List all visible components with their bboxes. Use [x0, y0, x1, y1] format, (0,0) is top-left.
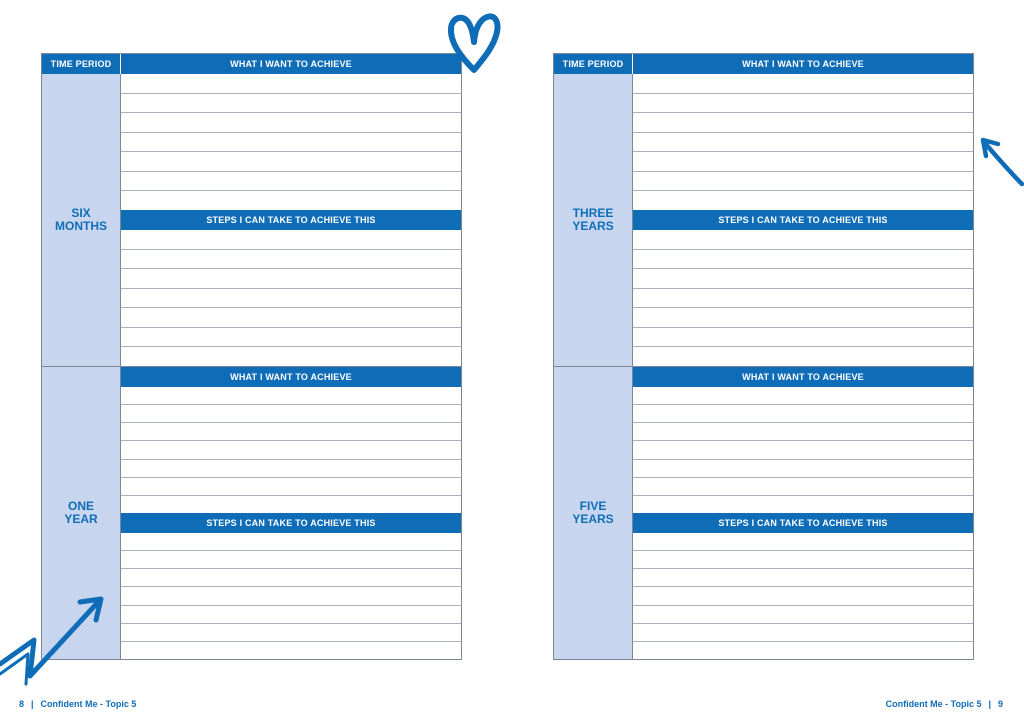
writing-line[interactable] [121, 533, 461, 551]
steps-header: STEPS I CAN TAKE TO ACHIEVE THIS [633, 210, 973, 230]
writing-line[interactable] [121, 74, 461, 94]
writing-line[interactable] [633, 533, 973, 551]
period-label: THREE YEARS [554, 74, 633, 366]
period-label: SIX MONTHS [42, 74, 121, 366]
writing-line[interactable] [121, 441, 461, 459]
time-period-header: TIME PERIOD [42, 54, 121, 74]
writing-line[interactable] [121, 606, 461, 624]
writing-line[interactable] [121, 624, 461, 642]
writing-line[interactable] [633, 191, 973, 210]
writing-line[interactable] [633, 269, 973, 289]
time-period-header: TIME PERIOD [554, 54, 633, 74]
writing-line[interactable] [121, 113, 461, 133]
want-writing-lines[interactable] [633, 387, 973, 513]
want-to-achieve-header: WHAT I WANT TO ACHIEVE [121, 54, 461, 74]
writing-line[interactable] [633, 172, 973, 192]
period-body [633, 367, 973, 659]
writing-line[interactable] [633, 642, 973, 659]
left-worksheet-table [41, 53, 462, 660]
page-number: 9 [997, 699, 1003, 709]
writing-line[interactable] [633, 478, 973, 496]
writing-line[interactable] [121, 328, 461, 348]
writing-line[interactable] [633, 624, 973, 642]
want-writing-lines[interactable] [121, 387, 461, 513]
writing-line[interactable] [633, 569, 973, 587]
period-body [633, 74, 973, 366]
writing-line[interactable] [633, 551, 973, 569]
zigzag-arrow-doodle-icon [0, 592, 110, 692]
right-worksheet-table [553, 53, 974, 660]
writing-line[interactable] [633, 460, 973, 478]
writing-line[interactable] [633, 230, 973, 250]
table-header-row [554, 54, 973, 74]
writing-line[interactable] [633, 113, 973, 133]
period-three-years [554, 74, 973, 366]
writing-line[interactable] [121, 347, 461, 366]
heart-doodle-icon [444, 8, 504, 78]
writing-line[interactable] [633, 387, 973, 405]
period-body [121, 74, 461, 366]
writing-line[interactable] [121, 133, 461, 153]
want-to-achieve-header: WHAT I WANT TO ACHIEVE [121, 367, 461, 387]
period-label: FIVE YEARS [554, 367, 633, 659]
writing-line[interactable] [121, 405, 461, 423]
writing-line[interactable] [121, 642, 461, 659]
writing-line[interactable] [121, 551, 461, 569]
writing-line[interactable] [121, 94, 461, 114]
writing-line[interactable] [633, 587, 973, 605]
writing-line[interactable] [121, 152, 461, 172]
writing-line[interactable] [121, 569, 461, 587]
writing-line[interactable] [633, 289, 973, 309]
writing-line[interactable] [633, 133, 973, 153]
writing-line[interactable] [121, 289, 461, 309]
steps-writing-lines[interactable] [121, 230, 461, 366]
writing-line[interactable] [121, 423, 461, 441]
writing-line[interactable] [633, 152, 973, 172]
writing-line[interactable] [121, 478, 461, 496]
writing-line[interactable] [633, 496, 973, 513]
want-writing-lines[interactable] [121, 74, 461, 210]
writing-line[interactable] [121, 172, 461, 192]
page-number: 8 [19, 699, 25, 709]
writing-line[interactable] [121, 250, 461, 270]
steps-writing-lines[interactable] [121, 533, 461, 659]
steps-writing-lines[interactable] [633, 230, 973, 366]
writing-line[interactable] [633, 347, 973, 366]
footer-separator: | [31, 699, 34, 709]
writing-line[interactable] [633, 94, 973, 114]
right-page-footer [886, 699, 1003, 709]
steps-writing-lines[interactable] [633, 533, 973, 659]
want-writing-lines[interactable] [633, 74, 973, 210]
writing-line[interactable] [121, 230, 461, 250]
steps-header: STEPS I CAN TAKE TO ACHIEVE THIS [121, 210, 461, 230]
writing-line[interactable] [633, 308, 973, 328]
writing-line[interactable] [121, 387, 461, 405]
period-six-months [42, 74, 461, 366]
writing-line[interactable] [633, 423, 973, 441]
writing-line[interactable] [633, 250, 973, 270]
footer-separator: | [988, 699, 991, 709]
writing-line[interactable] [633, 441, 973, 459]
steps-header: STEPS I CAN TAKE TO ACHIEVE THIS [633, 513, 973, 533]
writing-line[interactable] [633, 74, 973, 94]
writing-line[interactable] [633, 606, 973, 624]
writing-line[interactable] [633, 405, 973, 423]
table-header-row [42, 54, 461, 74]
writing-line[interactable] [121, 308, 461, 328]
up-arrow-doodle-icon [976, 134, 1024, 190]
want-to-achieve-header: WHAT I WANT TO ACHIEVE [633, 54, 973, 74]
period-five-years [554, 366, 973, 659]
period-body [121, 367, 461, 659]
footer-title: Confident Me - Topic 5 [40, 699, 137, 709]
writing-line[interactable] [633, 328, 973, 348]
writing-line[interactable] [121, 191, 461, 210]
want-to-achieve-header: WHAT I WANT TO ACHIEVE [633, 367, 973, 387]
writing-line[interactable] [121, 269, 461, 289]
period-label: ONE YEAR [42, 367, 121, 659]
steps-header: STEPS I CAN TAKE TO ACHIEVE THIS [121, 513, 461, 533]
writing-line[interactable] [121, 587, 461, 605]
writing-line[interactable] [121, 460, 461, 478]
writing-line[interactable] [121, 496, 461, 513]
left-page-footer [19, 699, 136, 709]
footer-title: Confident Me - Topic 5 [885, 699, 982, 709]
